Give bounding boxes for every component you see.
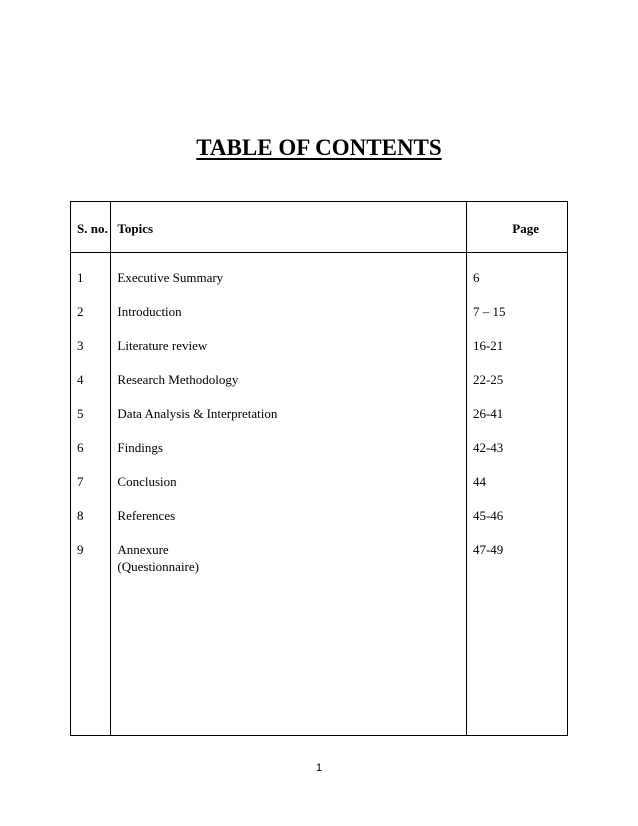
row-sno: 6 [71, 439, 111, 473]
contents-table [70, 201, 568, 736]
table-row [71, 439, 568, 473]
row-topic: Executive Summary [111, 253, 467, 303]
row-page: 22-25 [466, 371, 567, 405]
row-topic-line2: (Questionnaire) [117, 558, 199, 574]
row-page: 44 [466, 473, 567, 507]
table-row [71, 337, 568, 371]
row-sno: 4 [71, 371, 111, 405]
row-sno: 9 [71, 541, 111, 575]
table-row [71, 371, 568, 405]
page-number: 1 [315, 762, 323, 774]
row-sno: 1 [71, 253, 111, 303]
row-page: 47-49 [466, 541, 567, 575]
row-topic: Findings [111, 439, 467, 473]
table-row [71, 541, 568, 575]
table-row [71, 303, 568, 337]
row-page: 42-43 [466, 439, 567, 473]
row-sno: 3 [71, 337, 111, 371]
table-header-row [71, 202, 568, 253]
row-page: 6 [466, 253, 567, 303]
table-row [71, 507, 568, 541]
row-topic: Introduction [111, 303, 467, 337]
header-sno: S. no. [71, 202, 111, 253]
row-sno: 8 [71, 507, 111, 541]
table-row [71, 473, 568, 507]
row-topic: Literature review [111, 337, 467, 371]
page-title: TABLE OF CONTENTS [196, 135, 442, 160]
row-sno: 5 [71, 405, 111, 439]
row-topic: References [111, 507, 467, 541]
header-page: Page [466, 202, 567, 253]
row-topic [111, 541, 467, 575]
row-topic: Data Analysis & Interpretation [111, 405, 467, 439]
table-row [71, 405, 568, 439]
row-page: 7 – 15 [466, 303, 567, 337]
table-row [71, 253, 568, 303]
row-sno: 7 [71, 473, 111, 507]
row-page: 26-41 [466, 405, 567, 439]
row-topic-line1: Annexure [117, 541, 169, 557]
row-sno: 2 [71, 303, 111, 337]
row-topic: Research Methodology [111, 371, 467, 405]
row-topic: Conclusion [111, 473, 467, 507]
header-topics: Topics [111, 202, 467, 253]
table-filler-row [71, 575, 568, 736]
row-page: 45-46 [466, 507, 567, 541]
row-page: 16-21 [466, 337, 567, 371]
